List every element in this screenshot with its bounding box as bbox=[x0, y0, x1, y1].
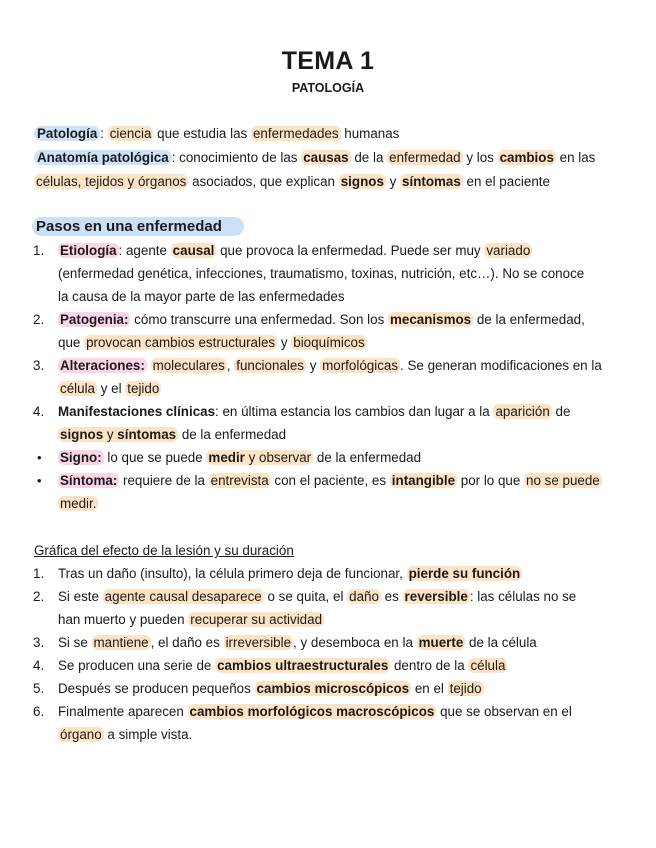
list-item-patogenia: Patogenia: cómo transcurre una enfermedad. Son los mecanismos de la enfermedad, bbox=[60, 312, 585, 327]
list-item-text: que provocan cambios estructurales y bioquímicos bbox=[58, 335, 365, 350]
page-subtitle: PATOLOGÍA bbox=[291, 81, 365, 95]
list-item-text: medir. bbox=[60, 496, 97, 511]
list-number: 1. bbox=[33, 243, 45, 258]
definition-anatomia-line2: células, tejidos y órganos asociados, que explican signos y síntomas en el paciente bbox=[36, 174, 550, 189]
list-item-text: signos y síntomas de la enfermedad bbox=[60, 427, 287, 442]
list-number: 4. bbox=[33, 658, 45, 673]
list-item-manifestaciones: Manifestaciones clínicas: en última estancia los cambios dan lugar a la aparición de bbox=[58, 404, 571, 419]
list-number: 3. bbox=[33, 635, 45, 650]
graph-item-3: Si se mantiene , el daño es irreversible , y desemboca en la muerte de la célula bbox=[58, 635, 537, 650]
list-item-text: célula y el tejido bbox=[60, 381, 160, 396]
list-number: 4. bbox=[33, 404, 45, 419]
list-item-text: órgano a simple vista. bbox=[60, 727, 193, 742]
graph-item-5: Después se producen pequeños cambios microscópicos en el tejido bbox=[58, 681, 482, 696]
graph-item-4: Se producen una serie de cambios ultraestructurales dentro de la célula bbox=[58, 658, 506, 673]
page-title: TEMA 1 bbox=[281, 47, 375, 75]
graph-item-6: Finalmente aparecen cambios morfológicos macroscópicos que se observan en el bbox=[58, 704, 572, 719]
list-item-text: han muerto y pueden recuperar su actividad bbox=[58, 612, 323, 627]
list-item-text: (enfermedad genética, infecciones, traumatismo, toxinas, nutrición, etc…). No se conoce bbox=[58, 266, 585, 281]
graph-item-2: Si este agente causal desaparece o se quita, el daño es reversible : las células no se bbox=[58, 589, 577, 604]
list-number: 2. bbox=[33, 312, 45, 327]
list-number: 6. bbox=[33, 704, 45, 719]
graph-item-1: Tras un daño (insulto), la célula primero deja de funcionar, pierde su función bbox=[58, 566, 521, 581]
list-number: 2. bbox=[33, 589, 45, 604]
section-heading-pasos: Pasos en una enfermedad bbox=[32, 217, 244, 237]
bullet-dot: • bbox=[37, 450, 42, 465]
list-number: 1. bbox=[33, 566, 45, 581]
list-number: 3. bbox=[33, 358, 45, 373]
list-item-text: la causa de la mayor parte de las enfermedades bbox=[58, 289, 345, 304]
section-heading-grafica: Gráfica del efecto de la lesión y su duración bbox=[34, 543, 294, 558]
definition-anatomia-line1: Anatomía patológica : conocimiento de las causas de la enfermedad y los cambios en las bbox=[34, 148, 595, 168]
bullet-signo: Signo: lo que se puede medir y observar de la enfermedad bbox=[60, 450, 422, 465]
list-item-alteraciones: Alteraciones: moleculares , funcionales y morfológicas . Se generan modificaciones en la bbox=[60, 358, 602, 373]
definition-patologia: Patología : ciencia que estudia las enfermedades humanas bbox=[34, 124, 399, 144]
list-item-etiologia: Etiología : agente causal que provoca la enfermedad. Puede ser muy variado bbox=[60, 243, 531, 258]
bullet-sintoma: Síntoma: requiere de la entrevista con el paciente, es intangible por lo que no se puede bbox=[60, 473, 600, 488]
list-number: 5. bbox=[33, 681, 45, 696]
bullet-dot: • bbox=[37, 473, 42, 488]
